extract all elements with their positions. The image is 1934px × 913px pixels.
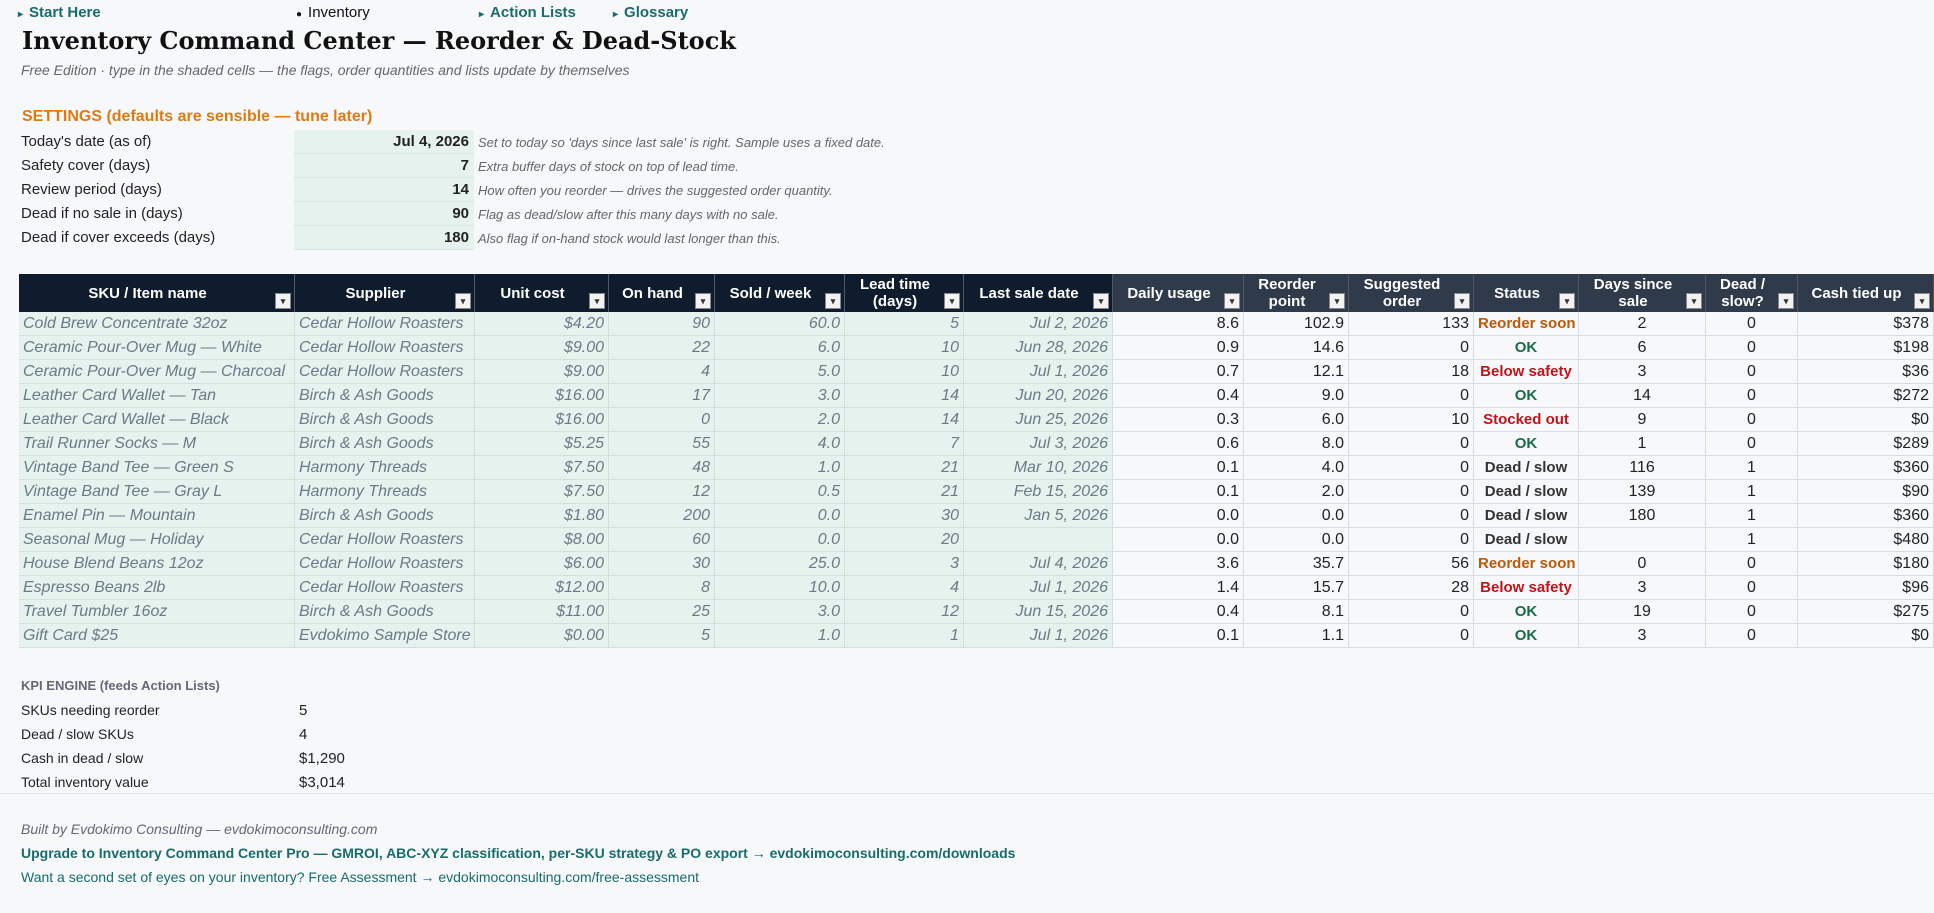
cell-cash-tied-up: $96 [1798,576,1934,600]
cell-daily-usage: 8.6 [1113,312,1244,336]
column-header-unit-cost [475,274,609,312]
cell-sku-item-name[interactable]: Seasonal Mug — Holiday [19,528,295,552]
cell-status: Dead / slow [1474,504,1579,528]
cell-supplier[interactable]: Harmony Threads [295,456,475,480]
cell-dead-slow: 0 [1706,384,1798,408]
cell-cash-tied-up: $360 [1798,504,1934,528]
cell-on-hand[interactable]: 12 [609,480,715,504]
cell-sku-item-name[interactable]: Travel Tumbler 16oz [19,600,295,624]
cell-sku-item-name[interactable]: Gift Card $25 [19,624,295,648]
column-header-sku-item-name [19,274,295,312]
column-header-label: Status [1494,284,1540,302]
filter-dropdown-icon[interactable]: ▾ [1093,293,1109,309]
footer-upgrade-link[interactable]: Upgrade to Inventory Command Center Pro — GMROI, ABC-XYZ classification, per-SKU strategy & PO export → evdokimoconsulting.com/downloads [21,845,1016,861]
filter-dropdown-icon[interactable]: ▾ [825,293,841,309]
kpi-value: 5 [299,702,308,719]
cell-cash-tied-up: $378 [1798,312,1934,336]
cell-last-sale-date[interactable]: Jul 1, 2026 [964,576,1113,600]
cell-days-since-sale: 0 [1579,552,1706,576]
filter-dropdown-icon[interactable]: ▾ [275,293,291,309]
cell-on-hand[interactable]: 200 [609,504,715,528]
kpi-value: $1,290 [299,750,345,767]
setting-hint: Extra buffer days of stock on top of lead time. [478,159,739,174]
cell-sold-week[interactable]: 0.0 [715,528,845,552]
cell-sold-week[interactable]: 10.0 [715,576,845,600]
cell-sold-week[interactable]: 3.0 [715,384,845,408]
cell-unit-cost[interactable]: $4.20 [475,312,609,336]
cell-days-since-sale: 2 [1579,312,1706,336]
cell-sku-item-name[interactable]: Vintage Band Tee — Green S [19,456,295,480]
cell-sold-week[interactable]: 0.0 [715,504,845,528]
cell-last-sale-date[interactable]: Jul 3, 2026 [964,432,1113,456]
cell-sold-week[interactable]: 6.0 [715,336,845,360]
cell-unit-cost[interactable]: $7.50 [475,480,609,504]
cell-dead-slow: 1 [1706,480,1798,504]
cell-daily-usage: 0.6 [1113,432,1244,456]
column-header-sold-week [715,274,845,312]
cell-unit-cost[interactable]: $9.00 [475,336,609,360]
cell-on-hand[interactable]: 0 [609,408,715,432]
filter-dropdown-icon[interactable]: ▾ [1778,293,1794,309]
filter-dropdown-icon[interactable]: ▾ [1686,293,1702,309]
cell-supplier[interactable]: Cedar Hollow Roasters [295,336,475,360]
column-header-label: Reorder point [1258,276,1316,310]
filter-dropdown-icon[interactable]: ▾ [1329,293,1345,309]
setting-label: Safety cover (days) [21,157,151,174]
setting-as-of-date-input[interactable]: Jul 4, 2026 [294,130,474,154]
cell-cash-tied-up: $275 [1798,600,1934,624]
nav-glossary[interactable] [613,4,688,21]
cell-status: Stocked out [1474,408,1579,432]
cell-lead-time-days[interactable]: 10 [845,360,964,384]
column-header-status [1474,274,1579,312]
cell-last-sale-date[interactable]: Jun 15, 2026 [964,600,1113,624]
setting-hint: How often you reorder — drives the suggested order quantity. [478,183,833,198]
column-header-last-sale-date [964,274,1113,312]
cell-on-hand[interactable]: 55 [609,432,715,456]
cell-suggested-order: 10 [1349,408,1474,432]
cell-lead-time-days[interactable]: 21 [845,456,964,480]
cell-supplier[interactable]: Birch & Ash Goods [295,432,475,456]
cell-days-since-sale [1579,528,1706,552]
cell-lead-time-days[interactable]: 20 [845,528,964,552]
cell-lead-time-days[interactable]: 10 [845,336,964,360]
cell-unit-cost[interactable]: $1.80 [475,504,609,528]
footer-divider [0,793,1934,794]
cell-sku-item-name[interactable]: Leather Card Wallet — Black [19,408,295,432]
cell-suggested-order: 18 [1349,360,1474,384]
cell-sold-week[interactable]: 5.0 [715,360,845,384]
setting-label: Today's date (as of) [21,133,152,150]
cell-supplier[interactable]: Birch & Ash Goods [295,504,475,528]
cell-daily-usage: 0.4 [1113,384,1244,408]
setting-dead-no-sale-input[interactable]: 90 [294,202,474,226]
cell-daily-usage: 1.4 [1113,576,1244,600]
cell-sku-item-name[interactable]: Enamel Pin — Mountain [19,504,295,528]
cell-daily-usage: 0.7 [1113,360,1244,384]
cell-supplier[interactable]: Cedar Hollow Roasters [295,552,475,576]
kpi-label: Total inventory value [21,774,149,790]
cell-days-since-sale: 116 [1579,456,1706,480]
cell-suggested-order: 0 [1349,504,1474,528]
cell-daily-usage: 0.9 [1113,336,1244,360]
cell-sold-week[interactable]: 1.0 [715,624,845,648]
cell-last-sale-date[interactable]: Jul 2, 2026 [964,312,1113,336]
cell-status: Below safety [1474,360,1579,384]
kpi-value: 4 [299,726,308,743]
cell-reorder-point: 15.7 [1244,576,1349,600]
cell-on-hand[interactable]: 30 [609,552,715,576]
cell-status: Reorder soon [1474,552,1579,576]
cell-status: OK [1474,624,1579,648]
setting-hint: Flag as dead/slow after this many days with no sale. [478,207,779,222]
setting-label: Review period (days) [21,181,162,198]
cell-cash-tied-up: $90 [1798,480,1934,504]
column-header-suggested-order [1349,274,1474,312]
cell-supplier[interactable]: Birch & Ash Goods [295,408,475,432]
nav-marker-icon: ▸ [18,9,24,20]
cell-on-hand[interactable]: 90 [609,312,715,336]
nav-marker-icon: ▸ [613,9,619,20]
page-title: Inventory Command Center — Reorder & Dead-Stock [22,26,736,55]
kpi-value: $3,014 [299,774,345,791]
cell-unit-cost[interactable]: $16.00 [475,408,609,432]
cell-days-since-sale: 9 [1579,408,1706,432]
cell-suggested-order: 0 [1349,432,1474,456]
filter-dropdown-icon[interactable]: ▾ [695,293,711,309]
cell-reorder-point: 0.0 [1244,504,1349,528]
cell-last-sale-date[interactable]: Jun 28, 2026 [964,336,1113,360]
cell-unit-cost[interactable]: $12.00 [475,576,609,600]
filter-dropdown-icon[interactable]: ▾ [455,293,471,309]
nav-label: Glossary [624,4,689,21]
cell-suggested-order: 0 [1349,384,1474,408]
cell-supplier[interactable]: Cedar Hollow Roasters [295,528,475,552]
cell-status: Dead / slow [1474,456,1579,480]
cell-sku-item-name[interactable]: Espresso Beans 2lb [19,576,295,600]
cell-last-sale-date[interactable] [964,528,1113,552]
cell-sku-item-name[interactable]: Leather Card Wallet — Tan [19,384,295,408]
column-header-label: On hand [622,284,683,302]
cell-sold-week[interactable]: 25.0 [715,552,845,576]
cell-supplier[interactable]: Harmony Threads [295,480,475,504]
cell-lead-time-days[interactable]: 14 [845,408,964,432]
cell-daily-usage: 0.3 [1113,408,1244,432]
column-header-reorder-point [1244,274,1349,312]
cell-daily-usage: 0.0 [1113,528,1244,552]
cell-suggested-order: 0 [1349,456,1474,480]
kpi-heading: KPI ENGINE (feeds Action Lists) [21,678,220,693]
cell-cash-tied-up: $0 [1798,408,1934,432]
cell-days-since-sale: 3 [1579,624,1706,648]
cell-lead-time-days[interactable]: 14 [845,384,964,408]
nav-active-dot-icon: ● [296,9,303,20]
cell-on-hand[interactable]: 8 [609,576,715,600]
cell-days-since-sale: 3 [1579,576,1706,600]
cell-reorder-point: 4.0 [1244,456,1349,480]
cell-last-sale-date[interactable]: Jul 1, 2026 [964,360,1113,384]
nav-start-here[interactable] [18,4,101,21]
cell-on-hand[interactable]: 5 [609,624,715,648]
cell-days-since-sale: 14 [1579,384,1706,408]
cell-last-sale-date[interactable]: Feb 15, 2026 [964,480,1113,504]
cell-days-since-sale: 3 [1579,360,1706,384]
column-header-cash-tied-up [1798,274,1934,312]
cell-suggested-order: 0 [1349,480,1474,504]
cell-lead-time-days[interactable]: 7 [845,432,964,456]
cell-sku-item-name[interactable]: Ceramic Pour-Over Mug — Charcoal [19,360,295,384]
cell-dead-slow: 0 [1706,312,1798,336]
cell-sold-week[interactable]: 2.0 [715,408,845,432]
cell-days-since-sale: 1 [1579,432,1706,456]
nav-label: Action Lists [490,4,576,21]
filter-dropdown-icon[interactable]: ▾ [589,293,605,309]
column-header-label: Suggested order [1363,276,1441,310]
setting-label: Dead if no sale in (days) [21,205,183,222]
cell-last-sale-date[interactable]: Jun 20, 2026 [964,384,1113,408]
nav-action-lists[interactable] [479,4,576,21]
cell-sold-week[interactable]: 3.0 [715,600,845,624]
column-header-label: Dead / slow? [1719,276,1765,310]
cell-status: Reorder soon [1474,312,1579,336]
cell-daily-usage: 0.0 [1113,504,1244,528]
cell-days-since-sale: 180 [1579,504,1706,528]
cell-on-hand[interactable]: 22 [609,336,715,360]
filter-dropdown-icon[interactable]: ▾ [1914,293,1930,309]
cell-dead-slow: 0 [1706,576,1798,600]
cell-reorder-point: 6.0 [1244,408,1349,432]
cell-dead-slow: 1 [1706,456,1798,480]
cell-dead-slow: 0 [1706,552,1798,576]
kpi-label: Dead / slow SKUs [21,726,134,742]
cell-sku-item-name[interactable]: Ceramic Pour-Over Mug — White [19,336,295,360]
cell-suggested-order: 28 [1349,576,1474,600]
setting-dead-cover-input[interactable]: 180 [294,226,474,250]
cell-cash-tied-up: $480 [1798,528,1934,552]
cell-cash-tied-up: $272 [1798,384,1934,408]
column-header-dead-slow [1706,274,1798,312]
cell-suggested-order: 56 [1349,552,1474,576]
cell-supplier[interactable]: Evdokimo Sample Store [295,624,475,648]
cell-dead-slow: 0 [1706,336,1798,360]
filter-dropdown-icon[interactable]: ▾ [1559,293,1575,309]
cell-on-hand[interactable]: 17 [609,384,715,408]
cell-last-sale-date[interactable]: Mar 10, 2026 [964,456,1113,480]
cell-last-sale-date[interactable]: Jun 25, 2026 [964,408,1113,432]
cell-reorder-point: 8.0 [1244,432,1349,456]
nav-label: Inventory [308,4,370,21]
cell-sku-item-name[interactable]: Cold Brew Concentrate 32oz [19,312,295,336]
cell-on-hand[interactable]: 48 [609,456,715,480]
cell-unit-cost[interactable]: $0.00 [475,624,609,648]
cell-suggested-order: 0 [1349,336,1474,360]
nav-inventory[interactable] [296,4,370,21]
filter-dropdown-icon[interactable]: ▾ [944,293,960,309]
cell-unit-cost[interactable]: $6.00 [475,552,609,576]
cell-suggested-order: 0 [1349,600,1474,624]
cell-supplier[interactable]: Birch & Ash Goods [295,384,475,408]
cell-suggested-order: 0 [1349,624,1474,648]
cell-sku-item-name[interactable]: House Blend Beans 12oz [19,552,295,576]
cell-sku-item-name[interactable]: Vintage Band Tee — Gray L [19,480,295,504]
cell-dead-slow: 0 [1706,360,1798,384]
cell-days-since-sale: 139 [1579,480,1706,504]
cell-lead-time-days[interactable]: 4 [845,576,964,600]
cell-unit-cost[interactable]: $9.00 [475,360,609,384]
setting-review-period-input[interactable]: 14 [294,178,474,202]
cell-status: OK [1474,336,1579,360]
cell-status: OK [1474,384,1579,408]
cell-reorder-point: 12.1 [1244,360,1349,384]
setting-safety-cover-input[interactable]: 7 [294,154,474,178]
cell-unit-cost[interactable]: $7.50 [475,456,609,480]
cell-cash-tied-up: $0 [1798,624,1934,648]
settings-heading: SETTINGS (defaults are sensible — tune later) [22,108,373,125]
cell-lead-time-days[interactable]: 3 [845,552,964,576]
setting-hint: Also flag if on-hand stock would last longer than this. [478,231,781,246]
cell-lead-time-days[interactable]: 5 [845,312,964,336]
cell-reorder-point: 2.0 [1244,480,1349,504]
cell-cash-tied-up: $360 [1798,456,1934,480]
setting-label: Dead if cover exceeds (days) [21,229,216,246]
column-header-supplier [295,274,475,312]
filter-dropdown-icon[interactable]: ▾ [1454,293,1470,309]
cell-dead-slow: 0 [1706,432,1798,456]
cell-status: Below safety [1474,576,1579,600]
cell-supplier[interactable]: Cedar Hollow Roasters [295,312,475,336]
nav-marker-icon: ▸ [479,9,485,20]
cell-supplier[interactable]: Cedar Hollow Roasters [295,360,475,384]
cell-daily-usage: 3.6 [1113,552,1244,576]
kpi-label: SKUs needing reorder [21,702,160,718]
cell-dead-slow: 1 [1706,528,1798,552]
cell-suggested-order: 133 [1349,312,1474,336]
cell-days-since-sale: 19 [1579,600,1706,624]
cell-sold-week[interactable]: 1.0 [715,456,845,480]
column-header-daily-usage [1113,274,1244,312]
footer-built-by: Built by Evdokimo Consulting — evdokimoconsulting.com [21,821,378,837]
cell-suggested-order: 0 [1349,528,1474,552]
column-header-label: Daily usage [1127,284,1211,302]
cell-on-hand[interactable]: 25 [609,600,715,624]
cell-daily-usage: 0.1 [1113,624,1244,648]
kpi-label: Cash in dead / slow [21,750,144,766]
cell-status: Dead / slow [1474,528,1579,552]
cell-reorder-point: 0.0 [1244,528,1349,552]
cell-dead-slow: 1 [1706,504,1798,528]
cell-daily-usage: 0.1 [1113,480,1244,504]
cell-status: OK [1474,432,1579,456]
cell-sku-item-name[interactable]: Trail Runner Socks — M [19,432,295,456]
setting-hint: Set to today so 'days since last sale' is right. Sample uses a fixed date. [478,135,885,150]
cell-unit-cost[interactable]: $11.00 [475,600,609,624]
cell-sold-week[interactable]: 0.5 [715,480,845,504]
cell-supplier[interactable]: Birch & Ash Goods [295,600,475,624]
cell-daily-usage: 0.4 [1113,600,1244,624]
cell-reorder-point: 14.6 [1244,336,1349,360]
column-header-days-since-sale [1579,274,1706,312]
column-header-label: Unit cost [500,284,565,302]
cell-reorder-point: 8.1 [1244,600,1349,624]
cell-supplier[interactable]: Cedar Hollow Roasters [295,576,475,600]
cell-sold-week[interactable]: 4.0 [715,432,845,456]
cell-reorder-point: 35.7 [1244,552,1349,576]
cell-last-sale-date[interactable]: Jul 1, 2026 [964,624,1113,648]
page-subtitle: Free Edition · type in the shaded cells — the flags, order quantities and lists update by themselves [21,62,630,78]
cell-lead-time-days[interactable]: 1 [845,624,964,648]
cell-unit-cost[interactable]: $8.00 [475,528,609,552]
column-header-on-hand [609,274,715,312]
cell-reorder-point: 102.9 [1244,312,1349,336]
cell-lead-time-days[interactable]: 21 [845,480,964,504]
cell-status: Dead / slow [1474,480,1579,504]
column-header-label: Cash tied up [1811,284,1902,302]
cell-dead-slow: 0 [1706,600,1798,624]
column-header-label: Lead time (days) [859,276,931,310]
column-header-label: Supplier [345,284,406,302]
cell-reorder-point: 9.0 [1244,384,1349,408]
column-header-label: Sold / week [729,284,812,302]
column-header-label: SKU / Item name [88,284,207,302]
cell-reorder-point: 1.1 [1244,624,1349,648]
cell-last-sale-date[interactable]: Jan 5, 2026 [964,504,1113,528]
column-header-label: Last sale date [979,284,1079,302]
cell-on-hand[interactable]: 4 [609,360,715,384]
nav-label: Start Here [29,4,101,21]
filter-dropdown-icon[interactable]: ▾ [1224,293,1240,309]
cell-unit-cost[interactable]: $5.25 [475,432,609,456]
cell-on-hand[interactable]: 60 [609,528,715,552]
cell-cash-tied-up: $198 [1798,336,1934,360]
cell-cash-tied-up: $36 [1798,360,1934,384]
cell-dead-slow: 0 [1706,408,1798,432]
footer-assessment-link[interactable]: Want a second set of eyes on your inventory? Free Assessment → evdokimoconsulting.com/free-assessment [21,869,700,885]
column-header-lead-time-days [845,274,964,312]
cell-daily-usage: 0.1 [1113,456,1244,480]
column-header-label: Days since sale [1593,276,1673,310]
cell-status: OK [1474,600,1579,624]
cell-sold-week[interactable]: 60.0 [715,312,845,336]
cell-dead-slow: 0 [1706,624,1798,648]
cell-last-sale-date[interactable]: Jul 4, 2026 [964,552,1113,576]
cell-days-since-sale: 6 [1579,336,1706,360]
cell-cash-tied-up: $180 [1798,552,1934,576]
cell-cash-tied-up: $289 [1798,432,1934,456]
cell-lead-time-days[interactable]: 30 [845,504,964,528]
cell-unit-cost[interactable]: $16.00 [475,384,609,408]
cell-lead-time-days[interactable]: 12 [845,600,964,624]
